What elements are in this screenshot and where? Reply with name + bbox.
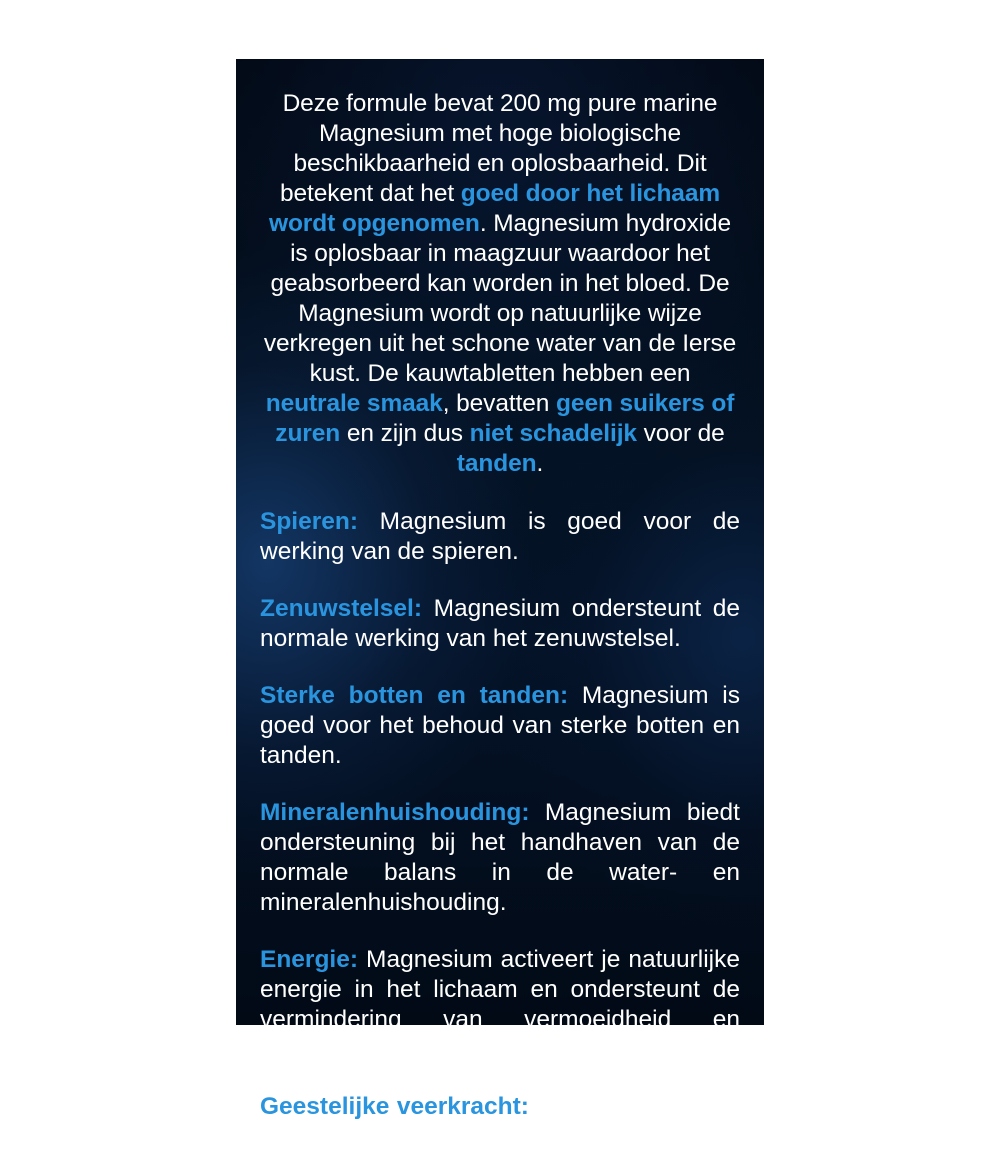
intro-text-part-5: voor de — [636, 420, 725, 447]
intro-highlight-no-sugars: geen suikers of zuren — [275, 390, 735, 447]
benefit-item-muscles — [260, 507, 740, 567]
intro-highlight-absorption: goed door het lichaam wordt opgenomen — [268, 180, 721, 237]
intro-highlight-teeth: tanden — [456, 450, 537, 477]
benefit-item-bones-teeth — [260, 681, 740, 771]
intro-highlight-not-harmful: niet schadelijk — [469, 420, 637, 447]
benefit-body-muscles: Magnesium is goed voor de werking van de spieren. — [260, 508, 740, 565]
benefit-lead-bones-teeth: Sterke botten en tanden: — [260, 682, 569, 709]
benefit-item-mental-resilience — [260, 1092, 740, 1152]
benefit-lead-nervous-system: Zenuwstelsel: — [260, 595, 423, 622]
benefit-item-nervous-system — [260, 594, 740, 654]
intro-paragraph — [260, 89, 740, 479]
benefit-lead-energy: Energie: — [260, 946, 359, 973]
benefit-lead-muscles: Spieren: — [260, 508, 359, 535]
intro-text-part-1: Deze formule bevat 200 mg pure marine Magnesium met hoge biologische beschikbaarheid en oplosbaarheid. Dit betekent dat het — [279, 90, 718, 207]
product-info-panel — [236, 59, 764, 1150]
intro-text-part-4: en zijn dus — [340, 420, 470, 447]
benefit-body-energy: Magnesium activeert je natuurlijke energie in het lichaam en ondersteunt de vermindering van vermoeidheid en moeheid. — [260, 946, 740, 1063]
intro-text-part-3: , bevatten — [442, 390, 557, 417]
benefit-body-mental-resilience: Magnesium draagt bij aan geestelijke veerkracht. — [260, 1093, 740, 1150]
intro-text-part-6: . — [536, 450, 544, 477]
benefit-lead-mineral-balance: Mineralenhuishouding: — [260, 799, 530, 826]
benefit-body-bones-teeth: Magnesium is goed voor het behoud van sterke botten en tanden. — [260, 682, 740, 769]
intro-highlight-neutral-taste: neutrale smaak — [265, 390, 443, 417]
benefit-item-energy — [260, 945, 740, 1065]
benefit-item-mineral-balance — [260, 798, 740, 918]
benefit-lead-mental-resilience: Geestelijke veerkracht: — [260, 1093, 529, 1120]
benefit-body-nervous-system: Magnesium ondersteunt de normale werking van het zenuwstelsel. — [260, 595, 740, 652]
intro-text-part-2: . Magnesium hydroxide is oplosbaar in maagzuur waardoor het geabsorbeerd kan worden in het bloed. De Magnesium wordt op natuurlijke wijze verkregen uit het schone water van de Ierse kust. De kauwtabletten hebben een — [263, 210, 737, 387]
benefit-body-mineral-balance: Magnesium biedt ondersteuning bij het handhaven van de normale balans in de water- en mineralenhuishouding. — [260, 799, 740, 916]
